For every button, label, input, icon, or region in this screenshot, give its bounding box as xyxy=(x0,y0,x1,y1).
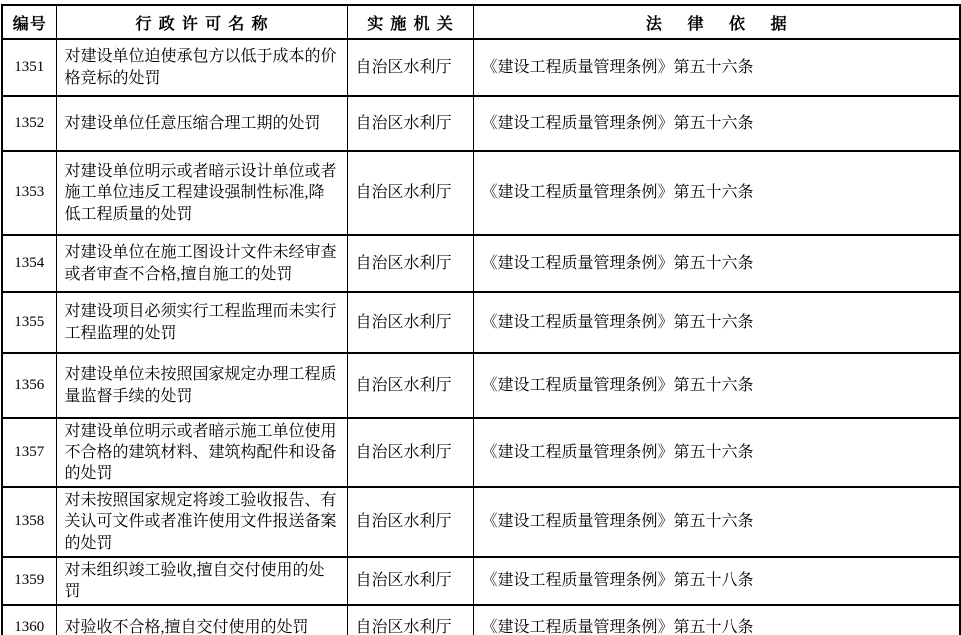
cell-agency: 自治区水利厅 xyxy=(347,151,473,235)
table-row xyxy=(2,151,960,235)
cell-name: 对建设单位任意压缩合理工期的处罚 xyxy=(56,96,347,151)
col-header-name: 行政许可名称 xyxy=(56,5,347,39)
table-row xyxy=(2,235,960,292)
cell-agency: 自治区水利厅 xyxy=(347,235,473,292)
header-row xyxy=(2,5,960,39)
cell-basis: 《建设工程质量管理条例》第五十六条 xyxy=(473,292,960,353)
cell-agency: 自治区水利厅 xyxy=(347,292,473,353)
cell-id: 1353 xyxy=(2,151,56,235)
cell-basis: 《建设工程质量管理条例》第五十六条 xyxy=(473,39,960,96)
cell-basis: 《建设工程质量管理条例》第五十六条 xyxy=(473,353,960,418)
cell-id: 1357 xyxy=(2,418,56,487)
cell-basis: 《建设工程质量管理条例》第五十六条 xyxy=(473,151,960,235)
cell-id: 1354 xyxy=(2,235,56,292)
cell-id: 1352 xyxy=(2,96,56,151)
cell-agency: 自治区水利厅 xyxy=(347,418,473,487)
cell-basis: 《建设工程质量管理条例》第五十六条 xyxy=(473,487,960,556)
cell-basis: 《建设工程质量管理条例》第五十六条 xyxy=(473,235,960,292)
cell-id: 1356 xyxy=(2,353,56,418)
cell-name: 对建设单位未按照国家规定办理工程质量监督手续的处罚 xyxy=(56,353,347,418)
cell-id: 1351 xyxy=(2,39,56,96)
table-row xyxy=(2,39,960,96)
cell-name: 对建设单位在施工图设计文件未经审查或者审查不合格,擅自施工的处罚 xyxy=(56,235,347,292)
cell-agency: 自治区水利厅 xyxy=(347,353,473,418)
cell-id: 1360 xyxy=(2,605,56,635)
table-row xyxy=(2,353,960,418)
cell-basis: 《建设工程质量管理条例》第五十六条 xyxy=(473,96,960,151)
table-row xyxy=(2,487,960,556)
col-header-agency: 实施机关 xyxy=(347,5,473,39)
cell-agency: 自治区水利厅 xyxy=(347,557,473,605)
table-row xyxy=(2,605,960,635)
cell-agency: 自治区水利厅 xyxy=(347,39,473,96)
cell-id: 1359 xyxy=(2,557,56,605)
cell-basis: 《建设工程质量管理条例》第五十六条 xyxy=(473,418,960,487)
admin-license-table xyxy=(1,4,961,635)
cell-name: 对建设单位明示或者暗示设计单位或者施工单位违反工程建设强制性标准,降低工程质量的处罚 xyxy=(56,151,347,235)
table-row xyxy=(2,557,960,605)
cell-name: 对建设项目必须实行工程监理而未实行工程监理的处罚 xyxy=(56,292,347,353)
cell-id: 1358 xyxy=(2,487,56,556)
cell-name: 对未组织竣工验收,擅自交付使用的处罚 xyxy=(56,557,347,605)
cell-agency: 自治区水利厅 xyxy=(347,605,473,635)
col-header-id: 编号 xyxy=(2,5,56,39)
cell-name: 对未按照国家规定将竣工验收报告、有关认可文件或者准许使用文件报送备案的处罚 xyxy=(56,487,347,556)
col-header-basis: 法律依据 xyxy=(473,5,960,39)
cell-basis: 《建设工程质量管理条例》第五十八条 xyxy=(473,605,960,635)
cell-name: 对建设单位迫使承包方以低于成本的价格竞标的处罚 xyxy=(56,39,347,96)
cell-basis: 《建设工程质量管理条例》第五十八条 xyxy=(473,557,960,605)
table-row xyxy=(2,96,960,151)
table-row xyxy=(2,292,960,353)
cell-id: 1355 xyxy=(2,292,56,353)
cell-agency: 自治区水利厅 xyxy=(347,487,473,556)
table-row xyxy=(2,418,960,487)
cell-name: 对验收不合格,擅自交付使用的处罚 xyxy=(56,605,347,635)
cell-agency: 自治区水利厅 xyxy=(347,96,473,151)
cell-name: 对建设单位明示或者暗示施工单位使用不合格的建筑材料、建筑构配件和设备的处罚 xyxy=(56,418,347,487)
